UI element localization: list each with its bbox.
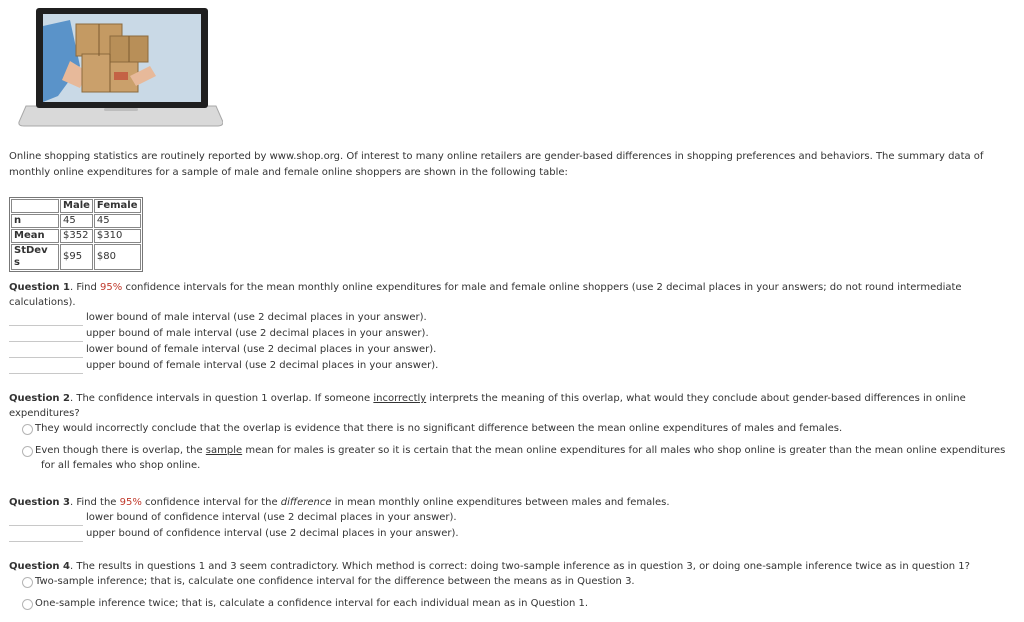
- field-label-male-lower: lower bound of male interval (use 2 decimal places in your answer).: [86, 312, 427, 323]
- answer-input-diff-lower[interactable]: [9, 511, 83, 526]
- question-4-prompt: [9, 559, 1014, 574]
- table-header-row: [11, 199, 141, 213]
- row-label: StDev s: [11, 244, 59, 270]
- question-4-text: . The results in questions 1 and 3 seem contradictory. Which method is correct: doing two-sample inference as in question 3, or doing one-sample inference twice as in question 1?: [70, 561, 970, 572]
- question-3-text-rest: in mean monthly online expenditures between males and females.: [331, 497, 670, 508]
- q2-option-2-label: [35, 443, 1020, 458]
- q2-option-1-label: They would incorrectly conclude that the overlap is evidence that there is no significant difference between the mean online expenditures of males and females.: [35, 423, 843, 434]
- radio-q4-option-2[interactable]: [22, 599, 33, 610]
- question-1-percent: 95%: [100, 282, 123, 293]
- field-label-female-upper: upper bound of female interval (use 2 decimal places in your answer).: [86, 360, 439, 371]
- row-label: n: [11, 214, 59, 228]
- table-header-empty: [11, 199, 59, 213]
- table-row: [11, 244, 141, 270]
- intro-paragraph: Online shopping statistics are routinely reported by www.shop.org. Of interest to many online retailers are gender-based differences in shopping preferences and behaviors. The summary data of monthly online expenditures for a sample of male and female online shoppers are shown in the following table:: [9, 151, 984, 178]
- answer-input-female-upper[interactable]: [9, 359, 83, 374]
- question-4-label: Question 4: [9, 561, 70, 572]
- cell-male: 45: [60, 214, 93, 228]
- cell-female: $310: [94, 229, 141, 243]
- question-3-text-mid: confidence interval for the: [141, 497, 281, 508]
- question-1-text-rest: confidence intervals for the mean monthly online expenditures for male and female online shoppers (use 2 decimal places in your answers; do not round intermediate calculations).: [9, 282, 962, 308]
- table-header-male: Male: [60, 199, 93, 213]
- answer-input-male-upper[interactable]: [9, 327, 83, 342]
- question-2-prompt: [9, 391, 1014, 421]
- q4-option-2-label: One-sample inference twice; that is, calculate a confidence interval for each individual mean as in Question 1.: [35, 598, 589, 609]
- q2-option-2-text: Even though there is overlap, the: [35, 445, 206, 456]
- question-2-text-rest: interprets the meaning of this overlap, what would they conclude about gender-based differences in online expenditures?: [9, 393, 966, 419]
- summary-table: [9, 197, 143, 272]
- radio-q2-option-2[interactable]: [22, 446, 33, 457]
- field-label-female-lower: lower bound of female interval (use 2 decimal places in your answer).: [86, 344, 437, 355]
- row-label: Mean: [11, 229, 59, 243]
- field-label-diff-lower: lower bound of confidence interval (use 2 decimal places in your answer).: [86, 512, 457, 523]
- cell-female: 45: [94, 214, 141, 228]
- question-3-italic: difference: [280, 497, 332, 508]
- question-3-prompt: [9, 495, 1014, 510]
- question-2-label: Question 2: [9, 393, 70, 404]
- field-label-male-upper: upper bound of male interval (use 2 decimal places in your answer).: [86, 328, 429, 339]
- question-1-text: . Find: [70, 282, 101, 293]
- question-3-text: . Find the: [70, 497, 120, 508]
- radio-q4-option-1[interactable]: [22, 577, 33, 588]
- radio-q2-option-1[interactable]: [22, 424, 33, 435]
- q2-option-2-underlined: sample: [205, 445, 243, 456]
- answer-input-diff-upper[interactable]: [9, 527, 83, 542]
- question-1-label: Question 1: [9, 282, 70, 293]
- q2-option-2-continuation: for all females who shop online.: [41, 460, 201, 471]
- cell-female: $80: [94, 244, 141, 270]
- question-1-prompt: [9, 280, 1014, 310]
- cell-male: $95: [60, 244, 93, 270]
- answer-input-male-lower[interactable]: [9, 311, 83, 326]
- laptop-packages-image: [18, 6, 223, 141]
- question-3-percent: 95%: [119, 497, 142, 508]
- cell-male: $352: [60, 229, 93, 243]
- answer-input-female-lower[interactable]: [9, 343, 83, 358]
- q4-option-1-label: Two-sample inference; that is, calculate one confidence interval for the difference between the means as in Question 3.: [35, 576, 635, 587]
- question-2-underlined: incorrectly: [373, 393, 427, 404]
- q2-option-2-text-rest: mean for males is greater so it is certain that the mean online expenditures for all males who shop online is greater than the mean online expenditures: [242, 445, 1006, 456]
- question-3-label: Question 3: [9, 497, 70, 508]
- table-header-female: Female: [94, 199, 141, 213]
- table-row: [11, 229, 141, 243]
- question-2-text: . The confidence intervals in question 1 overlap. If someone: [70, 393, 374, 404]
- table-row: [11, 214, 141, 228]
- field-label-diff-upper: upper bound of confidence interval (use 2 decimal places in your answer).: [86, 528, 459, 539]
